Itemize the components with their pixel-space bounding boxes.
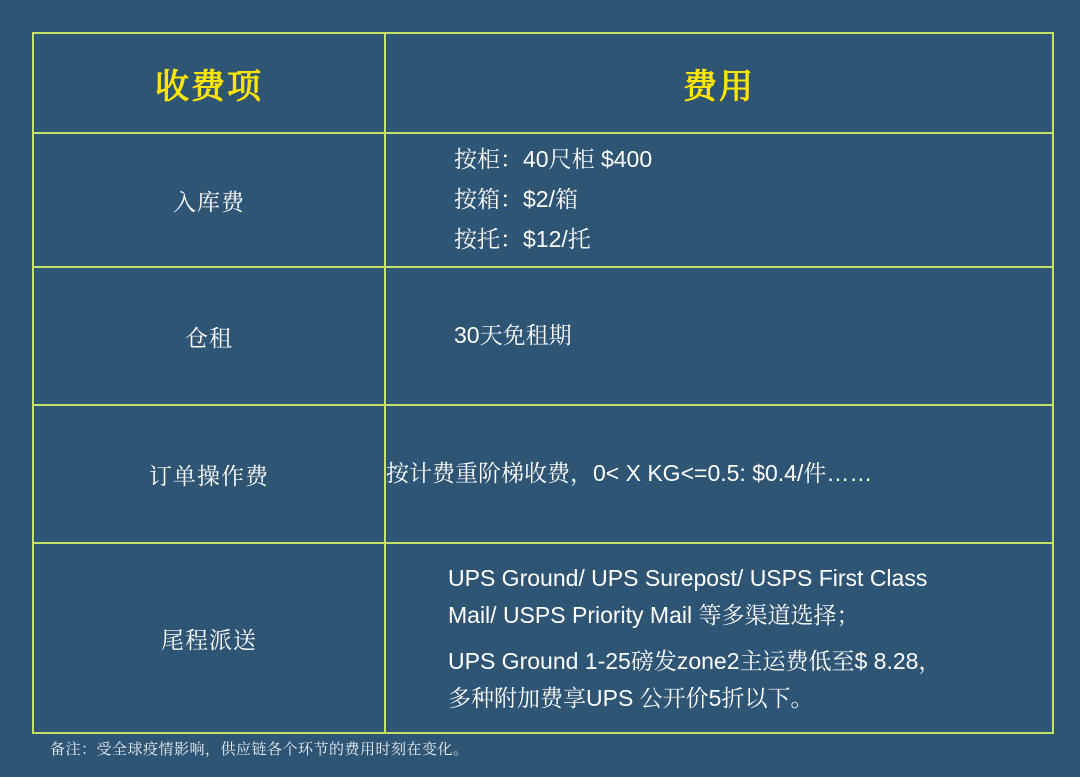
- fee-table: [32, 32, 1054, 734]
- fee-line: 按柜：40尺柜 $400: [454, 146, 653, 173]
- row-item-label: 尾程派送: [33, 543, 385, 733]
- row-fee-value: [385, 543, 1053, 733]
- header-fee: 费用: [385, 33, 1053, 133]
- row-fee-value: [385, 267, 1053, 405]
- row-fee-value: [385, 133, 1053, 267]
- fee-line: 按托：$12/托: [454, 225, 591, 252]
- fee-line: 多种附加费享UPS 公开价5折以下。: [448, 684, 814, 711]
- table-row: [33, 133, 1053, 267]
- row-item-label: 订单操作费: [33, 405, 385, 543]
- header-item: 收费项: [33, 33, 385, 133]
- table-row: [33, 405, 1053, 543]
- fee-line: 30天免租期: [454, 322, 572, 349]
- row-item-label: 仓租: [33, 267, 385, 405]
- table-row: [33, 543, 1053, 733]
- fee-line: 按计费重阶梯收费，0< X KG<=0.5: $0.4/件……: [386, 460, 873, 487]
- table-header-row: [33, 33, 1053, 133]
- fee-line: UPS Ground/ UPS Surepost/ USPS First Class: [448, 565, 928, 591]
- fee-line: 按箱：$2/箱: [454, 186, 578, 213]
- footnote: 备注：受全球疫情影响，供应链各个环节的费用时刻在变化。: [50, 741, 469, 758]
- fee-line: UPS Ground 1-25磅发zone2主运费低至$ 8.28，: [448, 648, 942, 674]
- row-fee-value: [385, 405, 1053, 543]
- fee-line: Mail/ USPS Priority Mail 等多渠道选择；: [448, 601, 860, 628]
- table-row: [33, 267, 1053, 405]
- row-item-label: 入库费: [33, 133, 385, 267]
